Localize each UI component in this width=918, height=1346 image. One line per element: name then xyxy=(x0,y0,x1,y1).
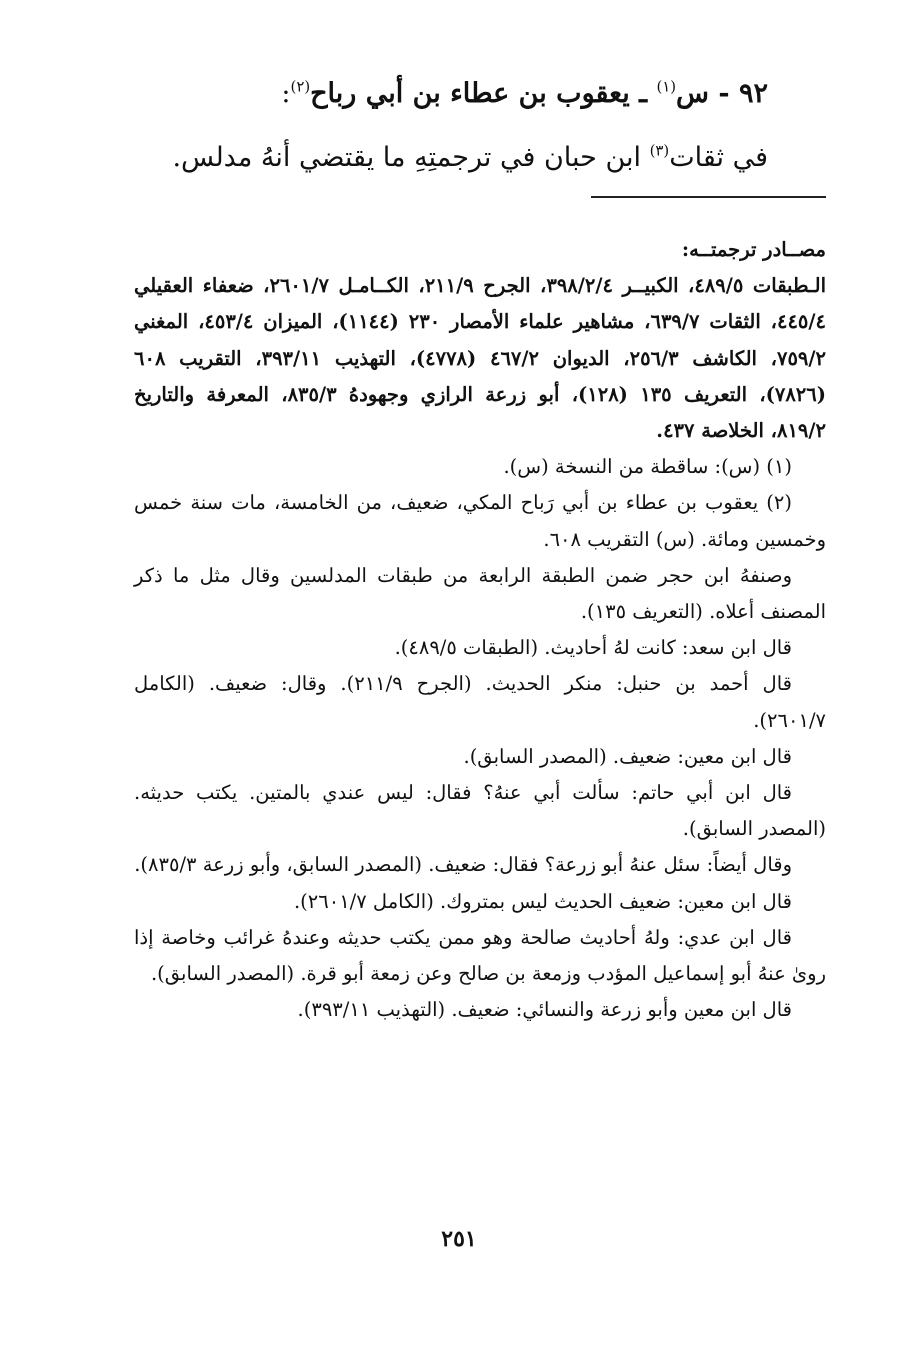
footnote-paragraph: وقال أيضاً: سئل عنهُ أبو زرعة؟ فقال: ضعيف. (المصدر السابق، وأبو زرعة ٨٣٥/٣). xyxy=(134,853,792,877)
footnote-paragraph: قال ابن أبي حاتم: سألت أبي عنهُ؟ فقال: ليس عندي بالمتين. يكتب حديثه. (المصدر السابق). xyxy=(134,781,826,841)
entry-number: ٩٢ - س xyxy=(676,78,768,109)
page-number: ٢٥١ xyxy=(441,1226,477,1252)
footnote-paragraph: قال ابن عدي: ولهُ أحاديث صالحة وهو ممن يكتب حديثه وعندهُ غرائب وخاصة إذا روىٰ عنهُ أبو إسماعيل المؤدب وزمعة بن صالح وعن زمعة أبو قرة. (المصدر السابق). xyxy=(134,925,826,986)
footnote-paragraph: قال ابن معين: ضعيف. (المصدر السابق). xyxy=(463,744,792,768)
entry-heading xyxy=(128,62,768,126)
sources-list: الـطبقات ٤٨٩/٥، الكبيــر ٣٩٨/٢/٤، الجرح ٢١١/٩، الكــامـل ٢٦٠١/٧، ضعفاء العقيلي ٤٤٥/٤، الثقات ٦٣٩/٧، مشاهير علماء الأمصار ٢٣٠ (١١٤٤)، الميزان ٤٥٣/٤، المغني ٧٥٩/٢، الكاشف ٢٥٦/٣، الديوان ٤٦٧/٢ (٤٧٧٨)، التهذيب ٣٩٣/١١، التقريب ٦٠٨ (٧٨٢٦)، التعريف ١٣٥ (١٢٨)، أبو زرعة الرازي وجهودهُ ٨٣٥/٣، المعرفة والتاريخ ٨١٩/٢، الخلاصة ٤٣٧. xyxy=(134,274,827,443)
narrator-name: ـ يعقوب بن عطاء بن أبي رباح xyxy=(310,78,657,109)
footnotes-section xyxy=(134,232,826,1028)
sources-title: مصــادر ترجمتــه: xyxy=(681,238,826,261)
entry-text-prefix: في ثقات xyxy=(669,142,768,173)
footnote-separator xyxy=(591,196,826,198)
footnote-paragraph: قال ابن معين وأبو زرعة والنسائي: ضعيف. (التهذيب ٣٩٣/١١). xyxy=(297,998,792,1022)
entry-text xyxy=(128,126,768,190)
footnote-ref-1: (١) xyxy=(656,77,677,96)
footnote-paragraph: قال ابن معين: ضعيف الحديث ليس بمتروك. (الكامل ٢٦٠١/٧). xyxy=(293,889,792,913)
footnote-paragraph: قال ابن سعد: كانت لهُ أحاديث. (الطبقات ٤٨٩/٥). xyxy=(394,636,792,660)
footnote-paragraph: قال أحمد بن حنبل: منكر الحديث. (الجرح ٢١١/٩). وقال: ضعيف. (الكامل ٢٦٠١/٧). xyxy=(134,672,826,732)
footnote-ref-3: (٣) xyxy=(649,141,670,160)
footnote-paragraph: وصنفهُ ابن حجر ضمن الطبقة الرابعة من طبقات المدلسين وقال مثل ما ذكر المصنف أعلاه. (التعريف ١٣٥). xyxy=(134,563,826,624)
footnote-1: (١) (س): ساقطة من النسخة (س). xyxy=(503,455,792,479)
main-entry xyxy=(128,62,768,190)
footnote-ref-2: (٢) xyxy=(290,77,311,96)
entry-text-rest: ابن حبان في ترجمتِهِ ما يقتضي أنهُ مدلس. xyxy=(172,142,650,173)
heading-colon: : xyxy=(281,78,291,109)
footnote-2: (٢) يعقوب بن عطاء بن أبي رَباح المكي، ضعيف، من الخامسة، مات سنة خمس وخمسين ومائة. (س) التقريب ٦٠٨. xyxy=(134,491,826,551)
